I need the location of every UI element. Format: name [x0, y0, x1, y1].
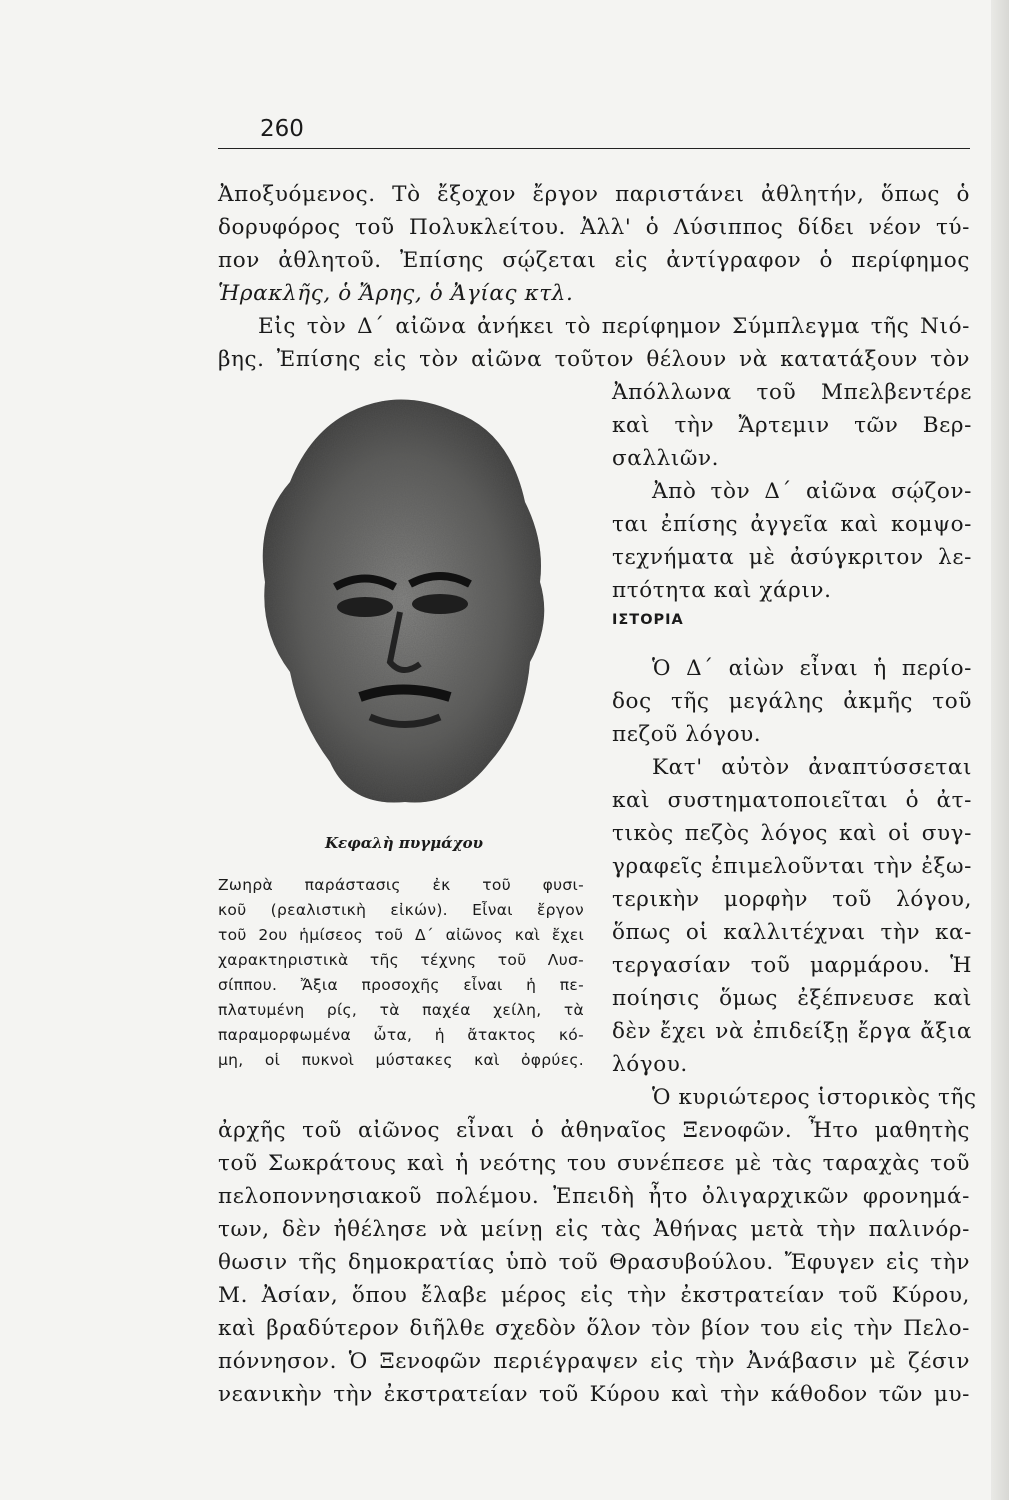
- page-number: 260: [260, 116, 304, 142]
- body-line: Μ. Ἀσίαν, ὅπου ἔλαβε μέρος εἰς τὴν ἐκστρατείαν τοῦ Κύρου,: [218, 1283, 970, 1308]
- body-line: γραφεῖς ἐπιμελοῦνται τὴν ἐξω-: [612, 854, 972, 879]
- figure-caption-line: πλατυμένη ρίς, τὰ παχέα χείλη, τὰ: [218, 1001, 584, 1019]
- body-line: των, δὲν ἠθέλησε νὰ μείνῃ εἰς τὰς Ἀθήνας μετὰ τὴν παλινόρ-: [218, 1217, 970, 1242]
- page-edge: [991, 0, 1009, 1500]
- body-line: Ἡρακλῆς, ὁ Ἄρης, ὁ Ἀγίας κτλ.: [218, 281, 574, 306]
- body-line: λόγου.: [612, 1052, 688, 1077]
- figure-caption-line: κοῦ (ρεαλιστικὴ εἰκών). Εἶναι ἔργον: [218, 901, 584, 919]
- body-line: πεζοῦ λόγου.: [612, 722, 762, 747]
- body-line: Ἀπὸ τὸν Δ΄ αἰῶνα σῴζον-: [652, 479, 972, 504]
- body-line: Εἰς τὸν Δ΄ αἰῶνα ἀνήκει τὸ περίφημον Σύμπλεγμα τῆς Νιό-: [258, 314, 970, 339]
- body-line: δορυφόρος τοῦ Πολυκλείτου. Ἀλλ' ὁ Λύσιππος δίδει νέον τύ-: [218, 215, 970, 240]
- body-line: τερικὴν μορφὴν τοῦ λόγου,: [612, 887, 972, 912]
- figure-caption-line: χαρακτηριστικὰ τῆς τέχνης τοῦ Λυσ-: [218, 951, 584, 969]
- figure-caption-line: μη, οἱ πυκνοὶ μύστακες καὶ ὀφρύες.: [218, 1051, 584, 1069]
- body-line: βης. Ἐπίσης εἰς τὸν αἰῶνα τοῦτον θέλουν νὰ κατατάξουν τὸν: [218, 347, 970, 372]
- body-line: δὲν ἔχει νὰ ἐπιδείξῃ ἔργα ἄξια: [612, 1019, 972, 1044]
- header-rule: [218, 148, 970, 149]
- page-header: [218, 116, 970, 152]
- figure-caption-line: τοῦ 2ου ἡμίσεος τοῦ Δ΄ αἰῶνος καὶ ἔχει: [218, 926, 584, 944]
- body-line: καὶ συστηματοποιεῖται ὁ ἀτ-: [612, 788, 972, 813]
- body-line: πόννησον. Ὁ Ξενοφῶν περιέγραψεν εἰς τὴν Ἀνάβασιν μὲ ζέσιν: [218, 1349, 970, 1374]
- body-line: πον ἀθλητοῦ. Ἐπίσης σῴζεται εἰς ἀντίγραφον ὁ περίφημος: [218, 248, 970, 273]
- body-line: ἀρχῆς τοῦ αἰῶνος εἶναι ὁ ἀθηναῖος Ξενοφῶν. Ἦτο μαθητὴς: [218, 1118, 970, 1143]
- body-line: σαλλιῶν.: [612, 446, 720, 471]
- boxer-head-image: [240, 392, 562, 822]
- figure-caption-line: σίππου. Ἄξια προσοχῆς εἶναι ἡ πε-: [218, 976, 584, 994]
- body-line: τεχνήματα μὲ ἀσύγκριτον λε-: [612, 545, 972, 570]
- body-line: Κατ' αὐτὸν ἀναπτύσσεται: [652, 755, 972, 780]
- body-line: Ἀπόλλωνα τοῦ Μπελβεντέρε: [612, 380, 972, 405]
- body-line: Ὁ κυριώτερος ἱστορικὸς τῆς: [652, 1085, 977, 1110]
- body-line: ται ἐπίσης ἀγγεῖα καὶ κομψο-: [612, 512, 972, 537]
- body-line: ὅπως οἱ καλλιτέχναι τὴν κα-: [612, 920, 972, 945]
- body-line: καὶ τὴν Ἄρτεμιν τῶν Βερ-: [612, 413, 972, 438]
- body-line: Ὁ Δ΄ αἰὼν εἶναι ἡ περίο-: [652, 656, 972, 681]
- body-line: Ἀποξυόμενος. Τὸ ἔξοχον ἔργον παριστάνει ἀθλητήν, ὅπως ὁ: [218, 182, 970, 207]
- body-line: πελοποννησιακοῦ πολέμου. Ἐπειδὴ ἦτο ὀλιγαρχικῶν φρονημά-: [218, 1184, 970, 1209]
- figure-caption-line: παραμορφωμένα ὦτα, ἡ ἄτακτος κό-: [218, 1026, 584, 1044]
- body-line: ποίησις ὅμως ἐξέπνευσε καὶ: [612, 986, 972, 1011]
- body-line: τοῦ Σωκράτους καὶ ἡ νεότης του συνέπεσε μὲ τὰς ταραχὰς τοῦ: [218, 1151, 970, 1176]
- body-line: τικὸς πεζὸς λόγος καὶ οἱ συγ-: [612, 821, 972, 846]
- body-line: πτότητα καὶ χάριν.: [612, 578, 832, 603]
- body-line: θωσιν τῆς δημοκρατίας ὑπὸ τοῦ Θρασυβούλου. Ἔφυγεν εἰς τὴν: [218, 1250, 970, 1275]
- body-line: νεανικὴν τὴν ἐκστρατείαν τοῦ Κύρου καὶ τὴν κάθοδον τῶν μυ-: [218, 1382, 970, 1407]
- figure-caption-line: Ζωηρὰ παράστασις ἐκ τοῦ φυσι-: [218, 876, 584, 894]
- figure-caption-title: Κεφαλὴ πυγμάχου: [324, 834, 483, 852]
- section-heading: ΙΣΤΟΡΙΑ: [612, 612, 684, 628]
- body-line: καὶ βραδύτερον διῆλθε σχεδὸν ὅλον τὸν βίον του εἰς τὴν Πελο-: [218, 1316, 970, 1341]
- boxer-head-figure: [240, 392, 562, 822]
- body-line: τεργασίαν τοῦ μαρμάρου. Ἡ: [612, 953, 972, 978]
- body-line: δος τῆς μεγάλης ἀκμῆς τοῦ: [612, 689, 972, 714]
